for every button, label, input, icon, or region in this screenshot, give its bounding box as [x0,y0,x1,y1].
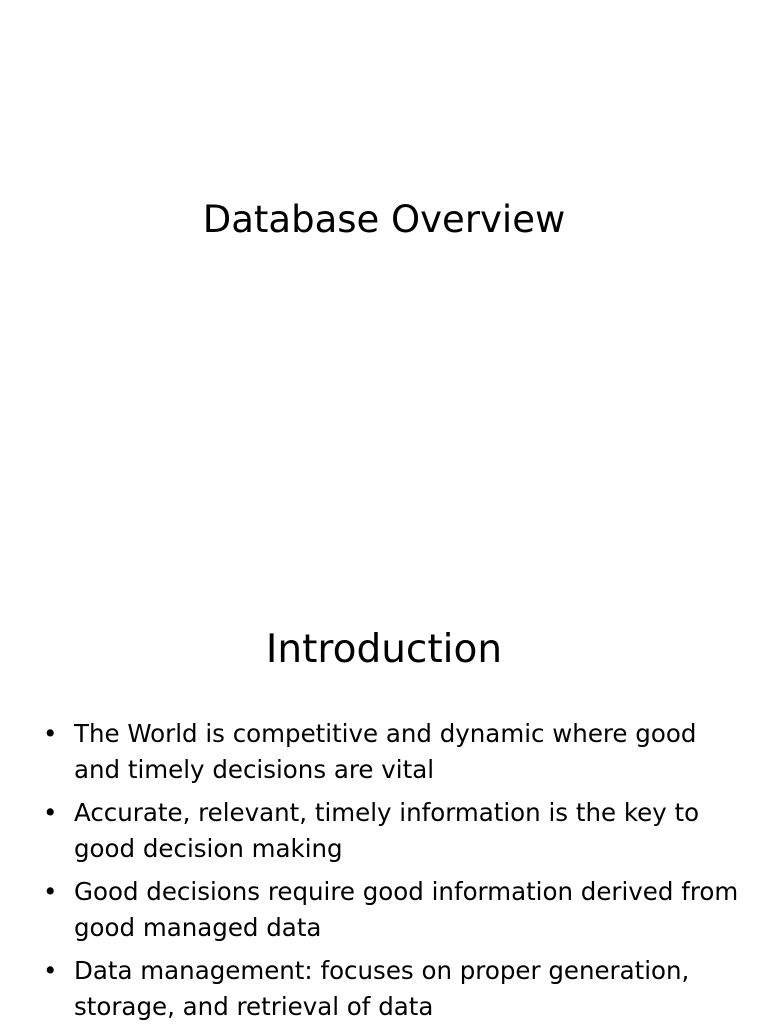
bullet-list [40,716,740,1024]
list-item [40,716,740,788]
bullet-icon: • [43,877,58,906]
bullet-text: Accurate, relevant, timely information is the key to good decision making [74,798,700,863]
list-item [40,874,740,946]
list-item [40,795,740,867]
bullet-text: Data management: focuses on proper generation, storage, and retrieval of data [74,956,690,1021]
slide-title: Database Overview [202,198,566,241]
list-item [40,953,740,1024]
bullet-text: The World is competitive and dynamic where good and timely decisions are vital [74,719,697,784]
bullet-text: Good decisions require good information derived from good managed data [74,877,739,942]
bullet-icon: • [43,956,58,985]
section-heading: Introduction [265,627,503,672]
bullet-icon: • [43,719,58,748]
bullet-icon: • [43,798,58,827]
